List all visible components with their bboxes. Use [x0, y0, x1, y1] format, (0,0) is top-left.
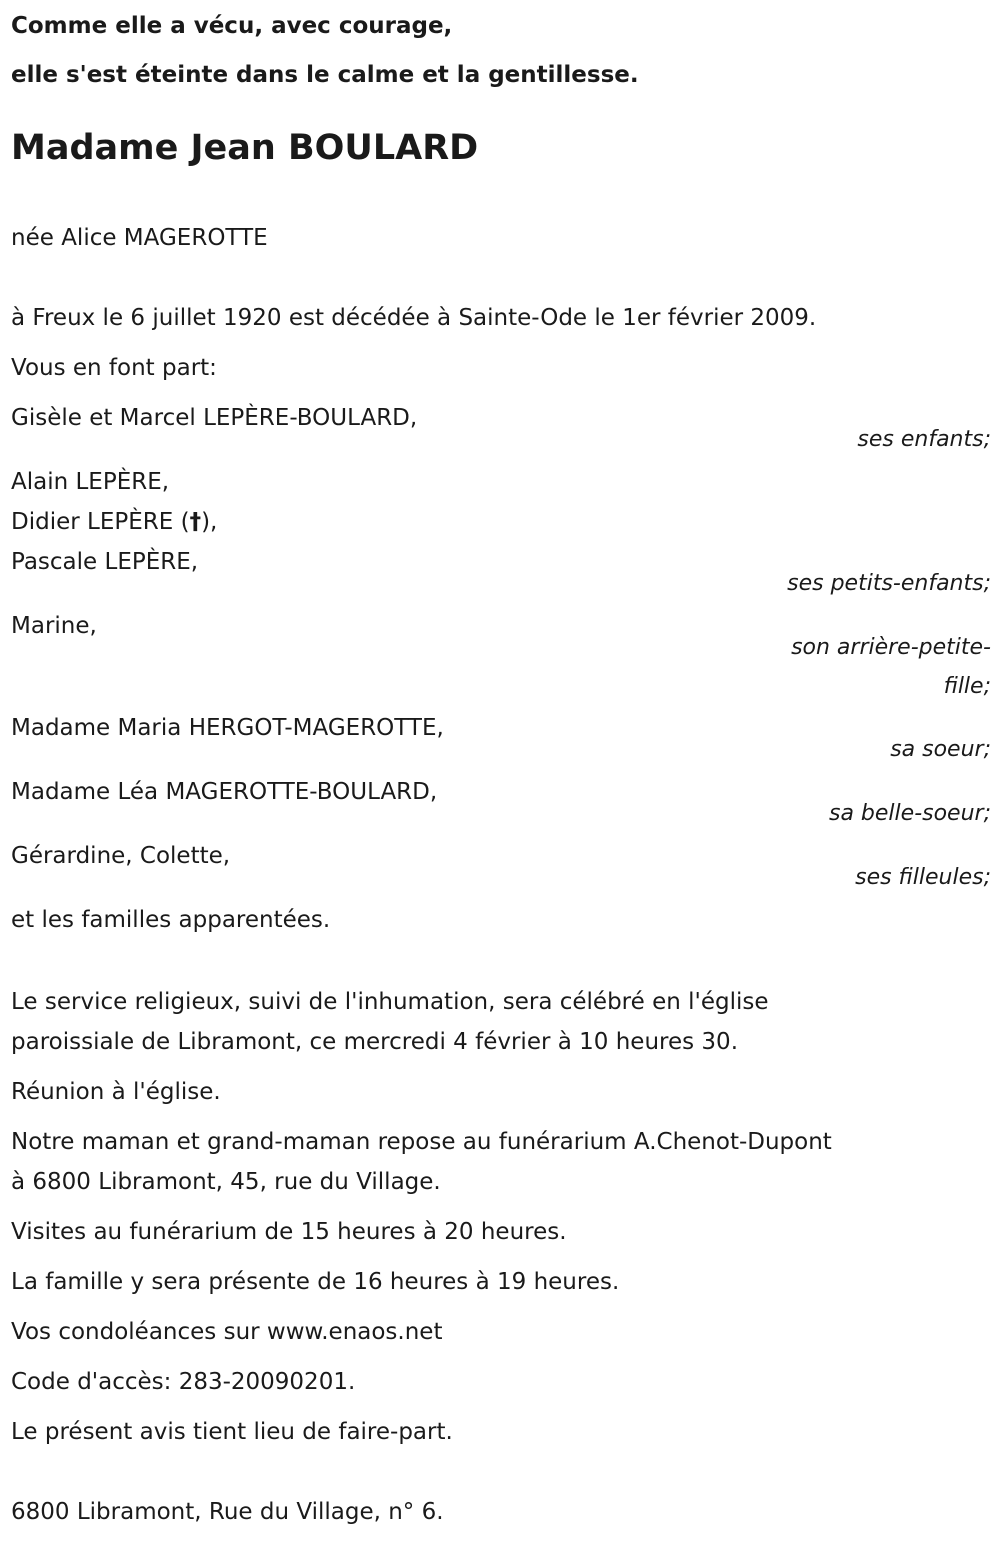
address: 6800 Libramont, Rue du Village, n° 6.: [11, 1499, 444, 1525]
family-role-line: fille;: [943, 674, 991, 699]
detail-line: Le présent avis tient lieu de faire-part.: [11, 1419, 453, 1445]
family-role: [11, 628, 991, 706]
family-name-text: Didier LEPÈRE (: [11, 509, 190, 535]
access-code-line: Code d'accès: 283-20090201.: [11, 1369, 356, 1395]
family-role-line: son arrière-petite-: [791, 635, 991, 660]
announce-line: Vous en font part:: [11, 355, 217, 381]
deceased-name: Madame Jean BOULARD: [11, 128, 479, 168]
family-name: Gérardine, Colette,: [11, 843, 231, 869]
family-name: Gisèle et Marcel LEPÈRE-BOULARD,: [11, 405, 418, 431]
maiden-name: née Alice MAGEROTTE: [11, 225, 268, 251]
family-name-deceased: [11, 502, 991, 542]
family-role: sa soeur;: [890, 737, 991, 762]
funeral-home-info: [11, 1122, 991, 1202]
service-info: [11, 982, 991, 1062]
epigraph-line: elle s'est éteinte dans le calme et la gentillesse.: [11, 62, 639, 88]
condolences-line: Vos condoléances sur www.enaos.net: [11, 1319, 443, 1345]
family-role: sa belle-soeur;: [829, 801, 991, 826]
family-role: ses petits-enfants;: [787, 571, 991, 596]
service-line: paroissiale de Libramont, ce mercredi 4 février à 10 heures 30.: [11, 1029, 739, 1055]
birth-death-dates: à Freux le 6 juillet 1920 est décédée à Sainte-Ode le 1er février 2009.: [11, 305, 817, 331]
epigraph: [11, 2, 991, 100]
detail-line: Notre maman et grand-maman repose au funérarium A.Chenot-Dupont: [11, 1129, 832, 1155]
epigraph-line: Comme elle a vécu, avec courage,: [11, 13, 453, 39]
obituary-notice: [11, 0, 991, 1532]
family-name: Madame Maria HERGOT-MAGEROTTE,: [11, 715, 444, 741]
family-name: Alain LEPÈRE,: [11, 469, 170, 495]
detail-line: à 6800 Libramont, 45, rue du Village.: [11, 1169, 441, 1195]
family-role: ses filleules;: [855, 865, 991, 890]
family-name: Madame Léa MAGEROTTE-BOULARD,: [11, 779, 438, 805]
detail-line: La famille y sera présente de 16 heures à 19 heures.: [11, 1269, 620, 1295]
families-line: et les familles apparentées.: [11, 907, 331, 933]
detail-line: Visites au funérarium de 15 heures à 20 heures.: [11, 1219, 567, 1245]
family-role: ses enfants;: [857, 427, 991, 452]
family-name: Marine,: [11, 613, 97, 639]
family-name-suffix: ),: [201, 509, 218, 535]
family-name: Pascale LEPÈRE,: [11, 549, 199, 575]
cross-icon: †: [189, 509, 202, 535]
service-line: Le service religieux, suivi de l'inhumation, sera célébré en l'église: [11, 989, 769, 1015]
detail-line: Réunion à l'église.: [11, 1079, 221, 1105]
